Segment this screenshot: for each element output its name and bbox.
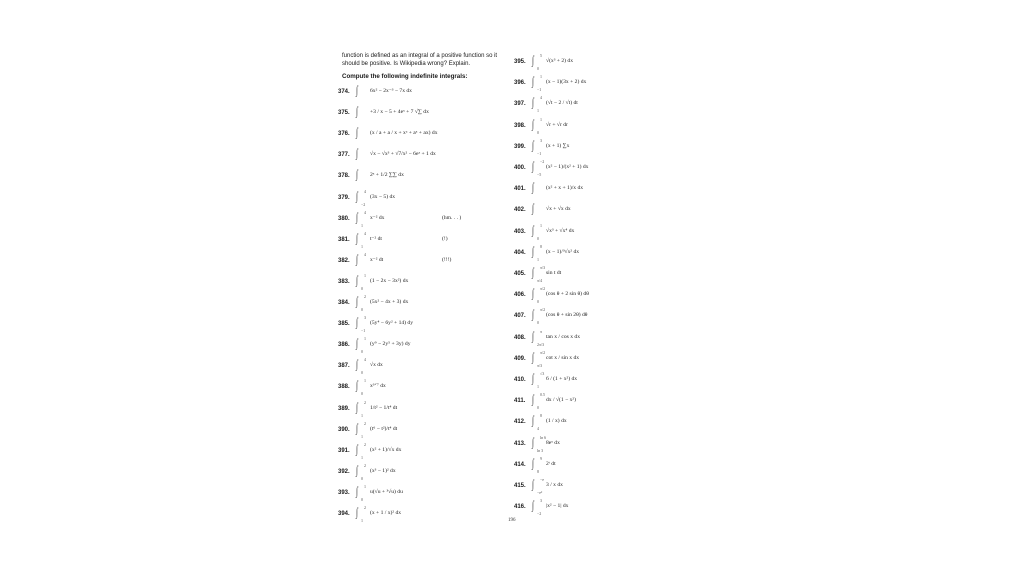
lower-bound: 1 <box>537 384 539 389</box>
upper-bound: 1 <box>540 222 542 228</box>
problem-item <box>330 230 510 249</box>
integrand-expression: (√t − 2 / √t) dt <box>546 100 578 107</box>
problem-note: (!!!) <box>442 256 452 263</box>
upper-bound: π <box>540 328 543 334</box>
problem-number: 416. <box>514 504 526 511</box>
upper-bound: π/2 <box>540 307 546 313</box>
upper-bound: 2 <box>364 399 366 405</box>
integrand-expression: (x / a + a / x + xᵃ + aˣ + ax) dx <box>370 130 438 137</box>
integrand-expression: (x² + 1)/√x dx <box>370 446 402 453</box>
integrand-expression: x⁻² dx <box>370 214 385 221</box>
problem-item <box>330 125 510 142</box>
integral-sign-icon: ∫ <box>532 180 534 195</box>
upper-bound: 4 <box>364 251 366 257</box>
upper-bound: 3 <box>364 315 366 321</box>
problem-number: 377. <box>338 152 350 159</box>
integral-sign-icon: ∫ <box>356 462 358 477</box>
upper-bound: ln 6 <box>540 434 547 440</box>
problem-item <box>330 336 510 355</box>
integral-sign-icon: ∫ <box>532 74 534 89</box>
integrand-expression: x³ᐟ⁷ dx <box>370 383 386 390</box>
lower-bound: 0 <box>537 299 539 305</box>
problem-item <box>330 420 510 439</box>
problem-number: 412. <box>514 419 526 426</box>
integral-sign-icon: ∫ <box>356 83 358 97</box>
problem-item <box>510 434 690 453</box>
integrand-expression: cot x / sin x dx <box>546 354 580 361</box>
lower-bound: 2π/3 <box>537 341 545 347</box>
lower-bound: 0 <box>361 496 363 502</box>
problem-note: (!) <box>442 235 448 242</box>
problem-number: 384. <box>338 300 350 306</box>
lower-bound: 1 <box>361 243 363 249</box>
integral-sign-icon: ∫ <box>356 336 358 351</box>
problem-item <box>330 505 510 523</box>
lower-bound: 0 <box>361 307 363 312</box>
problem-number: 413. <box>514 440 526 447</box>
integrand-expression: 2ᵗ dt <box>546 460 556 467</box>
integrand-expression: (x + 1 / x)² dx <box>370 510 402 516</box>
lower-bound: −1 <box>537 150 542 156</box>
integral-sign-icon: ∫ <box>356 357 358 372</box>
upper-bound: 3 <box>540 137 542 143</box>
integrand-expression: x⁻² dt <box>370 256 384 263</box>
problem-item <box>510 180 690 197</box>
integrand-expression: |x² − 1| dx <box>546 503 569 510</box>
integral-sign-icon: ∫ <box>356 505 358 519</box>
integral-sign-icon: ∫ <box>356 315 358 330</box>
problem-number: 390. <box>338 426 350 433</box>
lower-bound: −1 <box>361 328 366 334</box>
upper-bound: 2 <box>364 441 366 447</box>
problem-item <box>510 137 690 156</box>
lower-bound: −2 <box>537 511 542 517</box>
lower-bound: 0 <box>361 349 363 355</box>
upper-bound: 4 <box>364 188 366 194</box>
problem-number: 379. <box>338 194 350 201</box>
integrand-expression: (x + 1) ∑x <box>546 142 570 149</box>
lower-bound: 1 <box>361 433 363 439</box>
problem-number: 403. <box>514 228 526 235</box>
problem-item <box>510 413 690 432</box>
upper-bound: π/2 <box>540 286 546 292</box>
lower-bound: π/3 <box>537 362 543 368</box>
problem-number: 386. <box>338 342 350 349</box>
integrand-expression: (x² + x + 1)/x dx <box>546 185 584 192</box>
problem-item <box>330 209 510 228</box>
integrand-expression: (x² − 1)/(x² + 1) dx <box>546 164 589 170</box>
problem-number: 406. <box>514 292 526 299</box>
problem-number: 411. <box>514 398 526 405</box>
section-heading: Compute the following indefinite integrals: <box>342 73 468 80</box>
problem-number: 414. <box>514 461 526 468</box>
intro-text: function is defined as an integral of a positive function so it should be positive. Is Wikipedia wrong? Explain. <box>342 53 498 67</box>
problem-item <box>510 243 690 262</box>
integrand-expression: (x³ − 1)² dx <box>370 467 396 474</box>
problem-number: 383. <box>338 278 350 285</box>
upper-bound: 4 <box>540 95 542 101</box>
problem-item <box>510 265 690 283</box>
problem-number: 376. <box>338 131 350 138</box>
problem-note: (hm. . . ) <box>442 214 462 221</box>
integrand-expression: +3 / x − 5 + 4eˣ + 7 √∑ dx <box>370 109 429 116</box>
integral-sign-icon: ∫ <box>356 146 358 161</box>
problem-item <box>330 104 510 121</box>
integrand-expression: √(x³ + 2) dx <box>546 58 574 64</box>
integrand-expression: (cos θ + 2 sin θ) dθ <box>546 291 589 298</box>
upper-bound: 8 <box>540 243 542 249</box>
integrand-expression: √x³ + √x⁴ dx <box>546 227 575 234</box>
integral-sign-icon: ∫ <box>532 413 534 428</box>
integrand-expression: (1 − 2x − 3x²) dx <box>370 277 409 284</box>
upper-bound: 3 <box>540 498 542 504</box>
integral-sign-icon: ∫ <box>532 477 534 491</box>
integrand-expression: √r + √r dr <box>546 121 568 128</box>
lower-bound: −5 <box>537 172 542 177</box>
lower-bound: −2 <box>361 201 366 207</box>
problem-item <box>330 462 510 481</box>
integral-sign-icon: ∫ <box>532 53 534 67</box>
integrand-expression: dx / √(1 − x²) <box>546 397 576 404</box>
problem-item <box>510 286 690 305</box>
problem-item <box>330 315 510 334</box>
integral-sign-icon: ∫ <box>532 265 534 279</box>
lower-bound: 0 <box>537 66 539 71</box>
lower-bound: 1 <box>537 256 539 262</box>
problem-item <box>330 483 510 502</box>
upper-bound: π/3 <box>540 265 546 270</box>
problem-number: 391. <box>338 447 350 454</box>
lower-bound: 8 <box>537 468 539 474</box>
lower-bound: 0 <box>537 320 539 326</box>
integral-sign-icon: ∫ <box>356 272 358 287</box>
problem-number: 410. <box>514 377 526 383</box>
lower-bound: 0 <box>361 285 363 291</box>
upper-bound: π/2 <box>540 349 546 355</box>
integral-sign-icon: ∫ <box>532 307 534 322</box>
problem-number: 405. <box>514 271 526 277</box>
upper-bound: 1 <box>364 336 366 342</box>
problem-item <box>330 441 510 460</box>
problem-item <box>330 399 510 418</box>
lower-bound: π/4 <box>537 278 543 283</box>
problem-item <box>330 251 510 269</box>
integrand-expression: 8eˣ dx <box>546 439 560 446</box>
problem-number: 394. <box>338 511 350 517</box>
problem-number: 395. <box>514 59 526 65</box>
problem-number: 396. <box>514 80 526 87</box>
problem-item <box>510 201 690 218</box>
integrand-expression: 3 / x dx <box>546 482 563 488</box>
problem-number: 385. <box>338 321 350 328</box>
upper-bound: 0.5 <box>540 392 545 398</box>
problem-number: 400. <box>514 165 526 171</box>
problem-item <box>510 349 690 368</box>
page-number: 196 <box>508 518 516 523</box>
integrand-expression: (1 / x) dx <box>546 418 567 425</box>
integrand-expression: 6 / (1 + x²) dx <box>546 376 578 382</box>
upper-bound: 2 <box>364 420 366 426</box>
problem-item <box>510 477 690 495</box>
integrand-expression: √x + √x dx <box>546 206 571 213</box>
problem-number: 392. <box>338 468 350 475</box>
integral-sign-icon: ∫ <box>532 286 534 301</box>
upper-bound: 9 <box>540 455 542 461</box>
lower-bound: 1 <box>361 412 363 418</box>
lower-bound: 4 <box>537 426 539 432</box>
lower-bound: 1 <box>537 108 539 114</box>
upper-bound: −e <box>540 477 545 482</box>
integrand-expression: (5y⁴ − 6y² + 14) dy <box>370 320 414 327</box>
problem-number: 374. <box>338 89 350 95</box>
upper-bound: 1 <box>364 483 366 489</box>
upper-bound: −2 <box>540 159 545 164</box>
integral-sign-icon: ∫ <box>356 294 358 308</box>
integrand-expression: t⁻² dt <box>370 235 382 242</box>
integral-sign-icon: ∫ <box>532 201 534 216</box>
integrand-expression: (x − 1)(3x + 2) dx <box>546 79 587 86</box>
problem-item <box>330 357 510 376</box>
integral-sign-icon: ∫ <box>356 167 358 182</box>
problem-item <box>330 188 510 207</box>
integral-sign-icon: ∫ <box>356 420 358 435</box>
problem-item <box>510 307 690 326</box>
integral-sign-icon: ∫ <box>532 392 534 407</box>
upper-bound: 1 <box>364 272 366 278</box>
problem-number: 393. <box>338 489 350 496</box>
upper-bound: 4 <box>364 209 366 215</box>
problem-number: 389. <box>338 405 350 412</box>
lower-bound: 0 <box>361 370 363 376</box>
integrand-expression: (3x − 5) dx <box>370 193 396 200</box>
integrand-expression: 2ˣ + 1/2 ∑∑ dx <box>370 172 404 179</box>
integral-sign-icon: ∫ <box>532 95 534 110</box>
textbook-page <box>330 40 690 530</box>
problem-item <box>330 167 510 184</box>
problem-item <box>510 455 690 474</box>
lower-bound: 1 <box>361 454 363 460</box>
problem-item <box>330 146 510 163</box>
problem-item <box>330 83 510 100</box>
problem-number: 408. <box>514 334 526 341</box>
lower-bound: 0 <box>361 475 363 481</box>
lower-bound: 0 <box>361 391 363 397</box>
upper-bound: 1 <box>540 74 542 80</box>
lower-bound: 0 <box>537 129 539 135</box>
lower-bound: 0 <box>537 405 539 411</box>
upper-bound: 1 <box>364 378 366 384</box>
integral-sign-icon: ∫ <box>356 441 358 456</box>
problem-number: 397. <box>514 101 526 108</box>
upper-bound: 4 <box>364 357 366 363</box>
integral-sign-icon: ∫ <box>356 209 358 224</box>
integral-sign-icon: ∫ <box>532 137 534 152</box>
integrand-expression: 6x² − 2x⁻³ − 7x dx <box>370 88 412 94</box>
problem-item <box>510 159 690 177</box>
upper-bound: 4 <box>364 230 366 236</box>
problem-item <box>510 53 690 71</box>
integral-sign-icon: ∫ <box>356 104 358 119</box>
lower-bound: 1 <box>361 518 363 523</box>
upper-bound: 2 <box>364 294 366 299</box>
problem-number: 409. <box>514 355 526 362</box>
problem-number: 375. <box>338 110 350 117</box>
integral-sign-icon: ∫ <box>356 399 358 414</box>
problem-number: 415. <box>514 483 526 489</box>
problem-number: 381. <box>338 236 350 243</box>
problem-item <box>510 116 690 135</box>
upper-bound: 1 <box>540 116 542 122</box>
integral-sign-icon: ∫ <box>532 371 534 385</box>
upper-bound: 8 <box>540 413 542 419</box>
problem-number: 401. <box>514 186 526 193</box>
problem-number: 380. <box>338 215 350 222</box>
lower-bound: 0 <box>537 235 539 241</box>
lower-bound: −1 <box>537 87 542 93</box>
integral-sign-icon: ∫ <box>532 222 534 237</box>
integral-sign-icon: ∫ <box>532 116 534 131</box>
integral-sign-icon: ∫ <box>532 498 534 513</box>
integrand-expression: (cos θ + sin 2θ) dθ <box>546 312 588 319</box>
upper-bound: 5 <box>540 53 542 58</box>
integrand-expression: (5x² − 4x + 3) dx <box>370 299 409 305</box>
problem-item <box>330 294 510 312</box>
integrand-expression: u(√u + ³√u) du <box>370 488 403 495</box>
problem-number: 382. <box>338 257 350 264</box>
integrand-expression: sin t dt <box>546 270 562 276</box>
integral-sign-icon: ∫ <box>356 378 358 393</box>
integral-sign-icon: ∫ <box>532 349 534 364</box>
integral-sign-icon: ∫ <box>532 434 534 449</box>
integrand-expression: (y⁹ − 2y⁵ + 3y) dy <box>370 341 411 348</box>
problem-item <box>510 222 690 241</box>
integral-sign-icon: ∫ <box>532 243 534 258</box>
integral-sign-icon: ∫ <box>532 455 534 470</box>
upper-bound: √3 <box>540 371 545 376</box>
upper-bound: 2 <box>364 505 366 510</box>
problem-item <box>510 328 690 347</box>
problem-number: 399. <box>514 143 526 150</box>
problem-number: 402. <box>514 207 526 214</box>
lower-bound: −e² <box>537 490 543 495</box>
problem-item <box>510 371 690 389</box>
integral-sign-icon: ∫ <box>356 188 358 203</box>
integrand-expression: 1/t² − 1/t⁴ dt <box>370 404 398 411</box>
problem-number: 407. <box>514 313 526 320</box>
problem-number: 404. <box>514 249 526 256</box>
integrand-expression: √x dx <box>370 362 383 369</box>
integral-sign-icon: ∫ <box>356 483 358 498</box>
lower-bound: ln 3 <box>537 447 544 453</box>
problem-item <box>510 498 690 517</box>
upper-bound: 2 <box>364 462 366 468</box>
problem-item <box>510 74 690 93</box>
integrand-expression: (t⁶ − t²)/t⁴ dt <box>370 425 398 432</box>
integral-sign-icon: ∫ <box>356 125 358 140</box>
problem-item <box>510 392 690 411</box>
problem-number: 398. <box>514 122 526 129</box>
integral-sign-icon: ∫ <box>532 159 534 173</box>
integral-sign-icon: ∫ <box>356 230 358 245</box>
problem-number: 388. <box>338 384 350 391</box>
problem-item <box>330 378 510 397</box>
integral-sign-icon: ∫ <box>356 251 358 266</box>
integral-sign-icon: ∫ <box>532 328 534 343</box>
integrand-expression: tan x / cos x dx <box>546 333 581 340</box>
problem-number: 387. <box>338 363 350 370</box>
problem-item <box>510 95 690 114</box>
integrand-expression: (x − 1)/³√x² dx <box>546 248 580 255</box>
integrand-expression: √x − √x³ + √7/x² − 6eˣ + 1 dx <box>370 151 436 158</box>
problem-number: 378. <box>338 173 350 180</box>
lower-bound: 1 <box>361 222 363 228</box>
problem-item <box>330 272 510 291</box>
